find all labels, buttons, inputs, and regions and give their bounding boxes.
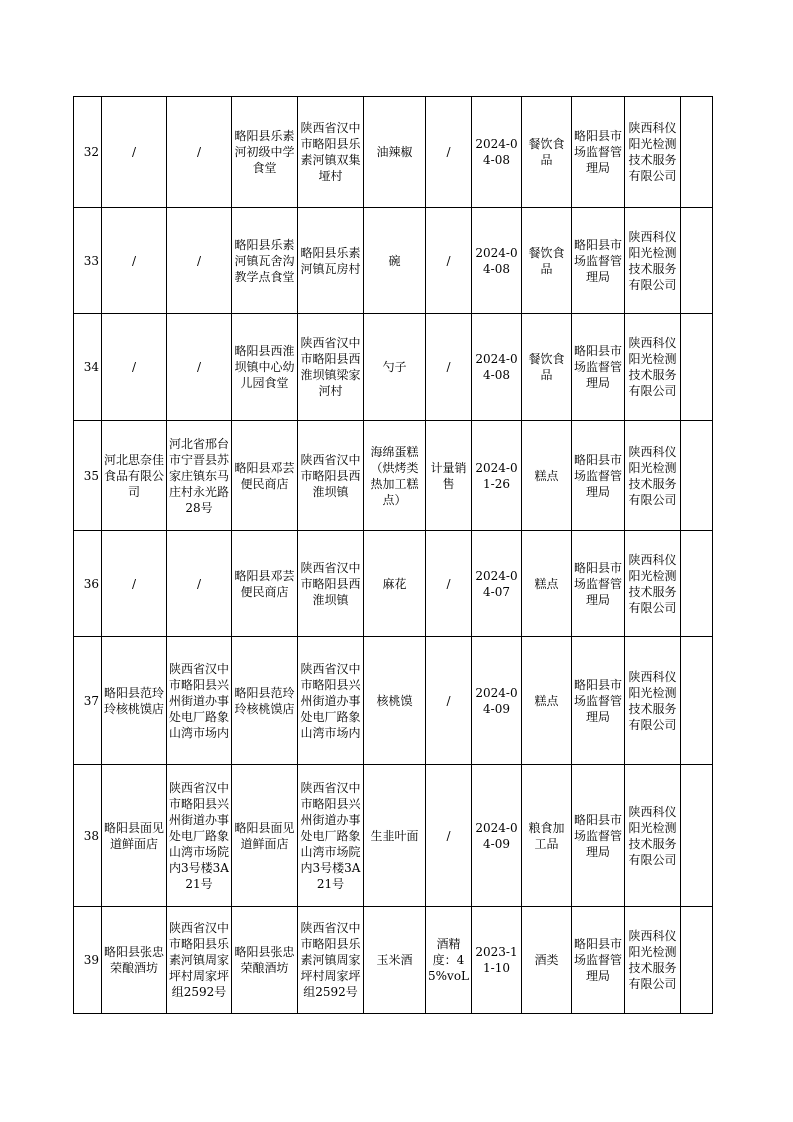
task-authority: 略阳县市场监督管理局 <box>572 97 625 208</box>
sampled-unit-address: 陕西省汉中市略阳县兴州街道办事处电厂路象山湾市场内 <box>298 637 364 765</box>
sampled-unit-address: 陕西省汉中市略阳县乐素河镇双集垭村 <box>298 97 364 208</box>
food-name: 油辣椒 <box>364 97 426 208</box>
sampled-unit-address: 陕西省汉中市略阳县兴州街道办事处电厂路象山湾市场院内3号楼3A21号 <box>298 765 364 907</box>
producer-name: / <box>102 208 167 314</box>
remark-cell <box>681 421 713 531</box>
table-row <box>74 208 713 314</box>
sampled-unit-name: 略阳县西淮坝镇中心幼儿园食堂 <box>232 314 298 421</box>
table-row <box>74 97 713 208</box>
specification: 酒精度：45%voL <box>426 907 472 1014</box>
remark-cell <box>681 314 713 421</box>
sampled-unit-address: 陕西省汉中市略阳县西淮坝镇梁家河村 <box>298 314 364 421</box>
specification: / <box>426 637 472 765</box>
producer-address: / <box>167 314 232 421</box>
producer-name: 略阳县范玲玲核桃馍店 <box>102 637 167 765</box>
remark-cell <box>681 637 713 765</box>
food-name: 核桃馍 <box>364 637 426 765</box>
testing-agency: 陕西科仪阳光检测技术服务有限公司 <box>625 907 681 1014</box>
testing-agency: 陕西科仪阳光检测技术服务有限公司 <box>625 637 681 765</box>
row-number: 33 <box>74 208 102 314</box>
producer-address: / <box>167 97 232 208</box>
specification: / <box>426 765 472 907</box>
producer-name: / <box>102 97 167 208</box>
task-authority: 略阳县市场监督管理局 <box>572 637 625 765</box>
table-row <box>74 907 713 1014</box>
sampled-unit-name: 略阳县邓芸便民商店 <box>232 421 298 531</box>
producer-name: / <box>102 531 167 637</box>
food-category: 糕点 <box>522 637 572 765</box>
producer-name: 河北思奈佳食品有限公司 <box>102 421 167 531</box>
testing-agency: 陕西科仪阳光检测技术服务有限公司 <box>625 208 681 314</box>
production-date: 2024-04-08 <box>472 97 522 208</box>
row-number: 39 <box>74 907 102 1014</box>
table-row <box>74 421 713 531</box>
table-row <box>74 765 713 907</box>
sampled-unit-name: 略阳县面见道鲜面店 <box>232 765 298 907</box>
producer-address: 河北省邢台市宁晋县苏家庄镇东马庄村永光路28号 <box>167 421 232 531</box>
remark-cell <box>681 97 713 208</box>
producer-address: / <box>167 531 232 637</box>
food-category: 粮食加工品 <box>522 765 572 907</box>
row-number: 37 <box>74 637 102 765</box>
sampled-unit-name: 略阳县邓芸便民商店 <box>232 531 298 637</box>
sampled-unit-address: 陕西省汉中市略阳县西淮坝镇 <box>298 531 364 637</box>
food-category: 餐饮食品 <box>522 314 572 421</box>
sampled-unit-address: 略阳县乐素河镇瓦房村 <box>298 208 364 314</box>
table-row <box>74 314 713 421</box>
food-name: 碗 <box>364 208 426 314</box>
food-name: 玉米酒 <box>364 907 426 1014</box>
food-category: 餐饮食品 <box>522 208 572 314</box>
sampled-unit-name: 略阳县张忠荣酿酒坊 <box>232 907 298 1014</box>
specification: / <box>426 531 472 637</box>
producer-name: 略阳县面见道鲜面店 <box>102 765 167 907</box>
row-number: 35 <box>74 421 102 531</box>
production-date: 2024-04-09 <box>472 637 522 765</box>
food-category: 餐饮食品 <box>522 97 572 208</box>
testing-agency: 陕西科仪阳光检测技术服务有限公司 <box>625 531 681 637</box>
sampled-unit-name: 略阳县乐素河初级中学食堂 <box>232 97 298 208</box>
specification: / <box>426 208 472 314</box>
row-number: 36 <box>74 531 102 637</box>
food-name: 海绵蛋糕（烘烤类热加工糕点） <box>364 421 426 531</box>
food-name: 勺子 <box>364 314 426 421</box>
production-date: 2024-04-09 <box>472 765 522 907</box>
specification: 计量销售 <box>426 421 472 531</box>
testing-agency: 陕西科仪阳光检测技术服务有限公司 <box>625 421 681 531</box>
remark-cell <box>681 208 713 314</box>
specification: / <box>426 314 472 421</box>
task-authority: 略阳县市场监督管理局 <box>572 765 625 907</box>
producer-address: 陕西省汉中市略阳县乐素河镇周家坪村周家坪组2592号 <box>167 907 232 1014</box>
producer-address: 陕西省汉中市略阳县兴州街道办事处电厂路象山湾市场内 <box>167 637 232 765</box>
row-number: 38 <box>74 765 102 907</box>
table-row <box>74 531 713 637</box>
production-date: 2024-01-26 <box>472 421 522 531</box>
sampled-unit-name: 略阳县乐素河镇瓦舍沟教学点食堂 <box>232 208 298 314</box>
production-date: 2024-04-08 <box>472 314 522 421</box>
production-date: 2024-04-07 <box>472 531 522 637</box>
sampling-results-table <box>73 96 713 1014</box>
producer-name: / <box>102 314 167 421</box>
testing-agency: 陕西科仪阳光检测技术服务有限公司 <box>625 314 681 421</box>
row-number: 32 <box>74 97 102 208</box>
testing-agency: 陕西科仪阳光检测技术服务有限公司 <box>625 765 681 907</box>
food-category: 酒类 <box>522 907 572 1014</box>
food-category: 糕点 <box>522 531 572 637</box>
task-authority: 略阳县市场监督管理局 <box>572 907 625 1014</box>
food-name: 麻花 <box>364 531 426 637</box>
remark-cell <box>681 907 713 1014</box>
task-authority: 略阳县市场监督管理局 <box>572 208 625 314</box>
remark-cell <box>681 531 713 637</box>
testing-agency: 陕西科仪阳光检测技术服务有限公司 <box>625 97 681 208</box>
sampled-unit-address: 陕西省汉中市略阳县西淮坝镇 <box>298 421 364 531</box>
sampled-unit-name: 略阳县范玲玲核桃馍店 <box>232 637 298 765</box>
table-row <box>74 637 713 765</box>
row-number: 34 <box>74 314 102 421</box>
remark-cell <box>681 765 713 907</box>
task-authority: 略阳县市场监督管理局 <box>572 314 625 421</box>
producer-address: 陕西省汉中市略阳县兴州街道办事处电厂路象山湾市场院内3号楼3A21号 <box>167 765 232 907</box>
food-category: 糕点 <box>522 421 572 531</box>
specification: / <box>426 97 472 208</box>
production-date: 2024-04-08 <box>472 208 522 314</box>
producer-address: / <box>167 208 232 314</box>
task-authority: 略阳县市场监督管理局 <box>572 531 625 637</box>
food-name: 生韭叶面 <box>364 765 426 907</box>
producer-name: 略阳县张忠荣酿酒坊 <box>102 907 167 1014</box>
production-date: 2023-11-10 <box>472 907 522 1014</box>
task-authority: 略阳县市场监督管理局 <box>572 421 625 531</box>
sampled-unit-address: 陕西省汉中市略阳县乐素河镇周家坪村周家坪组2592号 <box>298 907 364 1014</box>
